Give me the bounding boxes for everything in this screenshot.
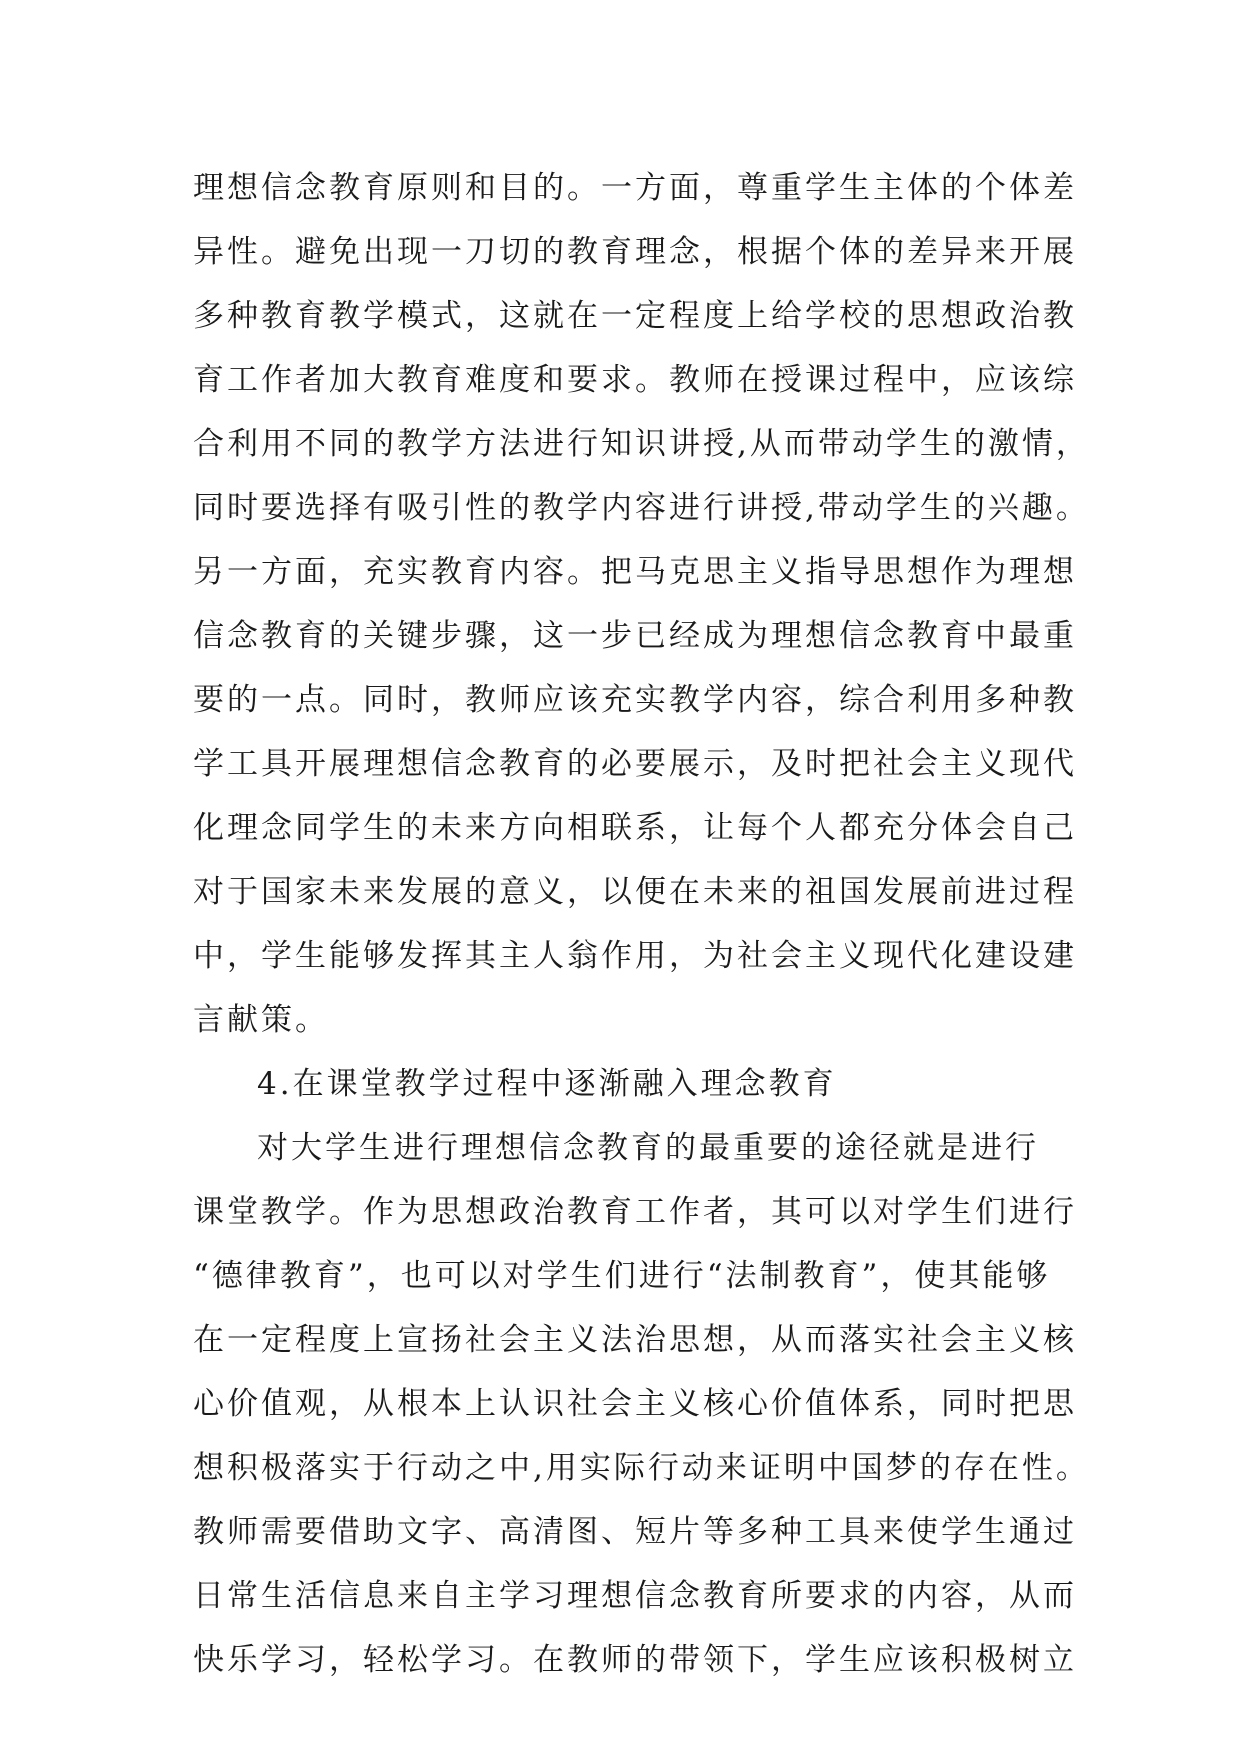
text-line: 理想信念教育原则和目的。一方面，尊重学生主体的个体差 xyxy=(193,170,1077,206)
text-line: 心价值观，从根本上认识社会主义核心价值体系，同时把思 xyxy=(193,1386,1077,1422)
paragraph-continued xyxy=(193,156,1090,1052)
text-line: 同时要选择有吸引性的教学内容进行讲授,带动学生的兴趣。 xyxy=(193,490,1090,526)
text-line: 另一方面，充实教育内容。把马克思主义指导思想作为理想 xyxy=(193,554,1077,590)
text-line: 育工作者加大教育难度和要求。教师在授课过程中，应该综 xyxy=(193,362,1077,398)
heading-text: 4.在课堂教学过程中逐渐融入理念教育 xyxy=(257,1066,837,1102)
text-line: 快乐学习，轻松学习。在教师的带领下，学生应该积极树立 xyxy=(193,1642,1077,1678)
text-line: 教师需要借助文字、高清图、短片等多种工具来使学生通过 xyxy=(193,1514,1077,1550)
text-line: 中，学生能够发挥其主人翁作用，为社会主义现代化建设建 xyxy=(193,938,1077,974)
text-line: “德律教育”，也可以对学生们进行“法制教育”，使其能够 xyxy=(193,1258,1051,1294)
body-text xyxy=(193,156,1090,1692)
text-line: 言献策。 xyxy=(193,1002,329,1038)
text-line: 要的一点。同时，教师应该充实教学内容，综合利用多种教 xyxy=(193,682,1077,718)
text-line: 合利用不同的教学方法进行知识讲授,从而带动学生的激情， xyxy=(193,426,1090,462)
section-heading xyxy=(193,1052,1057,1116)
text-line: 对于国家未来发展的意义，以便在未来的祖国发展前进过程 xyxy=(193,874,1077,910)
text-line: 对大学生进行理想信念教育的最重要的途径就是进行 xyxy=(257,1130,1039,1166)
text-line: 化理念同学生的未来方向相联系，让每个人都充分体会自己 xyxy=(193,810,1077,846)
text-line: 学工具开展理想信念教育的必要展示，及时把社会主义现代 xyxy=(193,746,1077,782)
text-line: 课堂教学。作为思想政治教育工作者，其可以对学生们进行 xyxy=(193,1194,1077,1230)
text-line: 信念教育的关键步骤，这一步已经成为理想信念教育中最重 xyxy=(193,618,1077,654)
paragraph xyxy=(193,1116,1090,1692)
text-line: 想积极落实于行动之中,用实际行动来证明中国梦的存在性。 xyxy=(193,1450,1090,1486)
text-line: 在一定程度上宣扬社会主义法治思想，从而落实社会主义核 xyxy=(193,1322,1077,1358)
text-line: 多种教育教学模式，这就在一定程度上给学校的思想政治教 xyxy=(193,298,1077,334)
text-line: 日常生活信息来自主学习理想信念教育所要求的内容，从而 xyxy=(193,1578,1077,1614)
text-line: 异性。避免出现一刀切的教育理念，根据个体的差异来开展 xyxy=(193,234,1077,270)
